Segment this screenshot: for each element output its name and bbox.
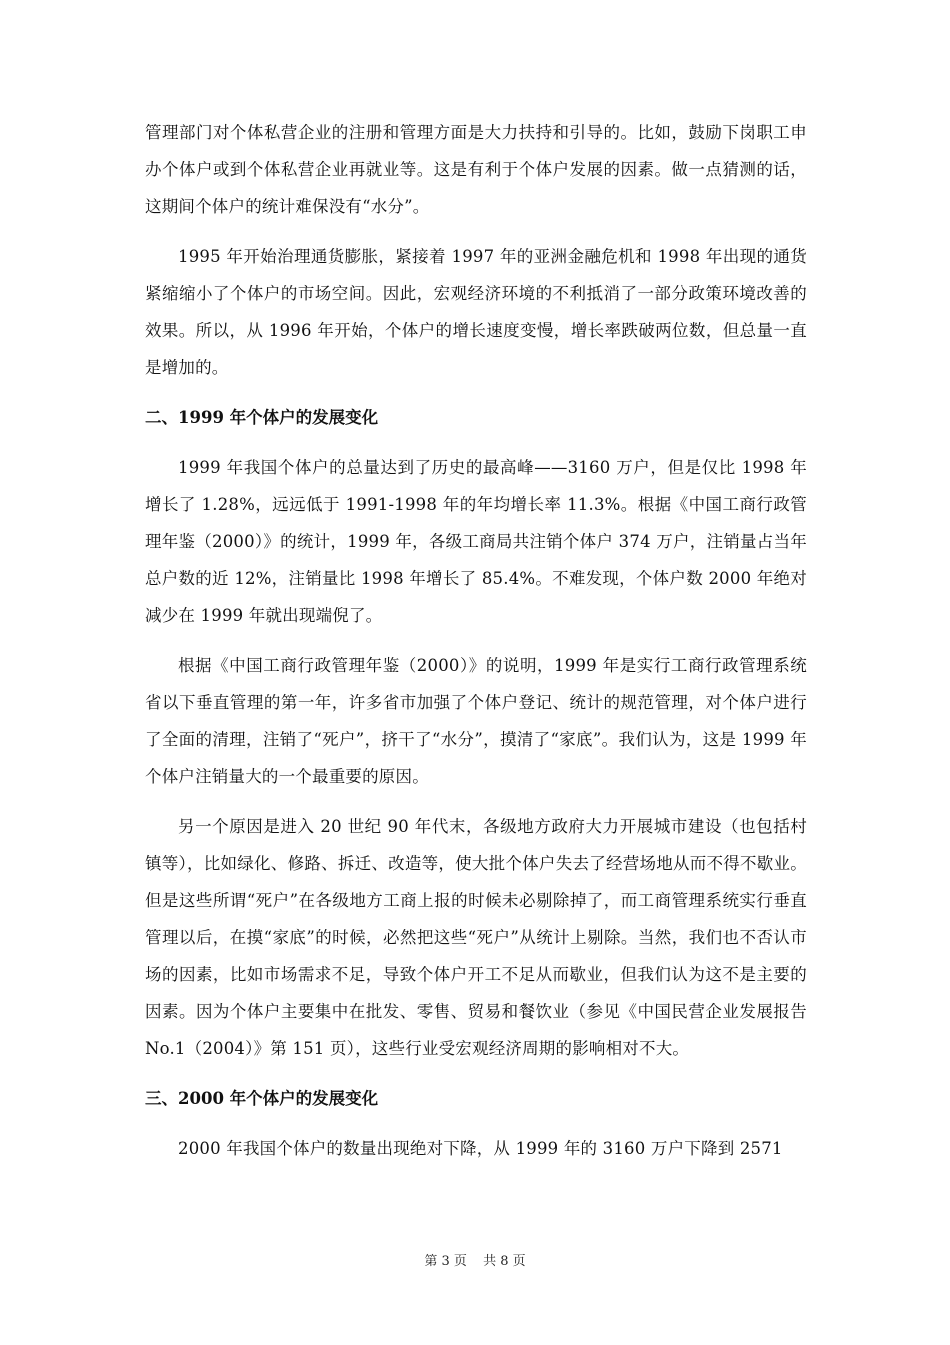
document-body	[145, 114, 807, 1180]
paragraph-continued: 管理部门对个体私营企业的注册和管理方面是大力扶持和引导的。比如，鼓励下岗职工申办个体户或到个体私营企业再就业等。这是有利于个体户发展的因素。做一点猜测的话，这期间个体户的统计难保没有“水分”。	[145, 123, 807, 216]
paragraph: 1995 年开始治理通货膨胀，紧接着 1997 年的亚洲金融危机和 1998 年出现的通货紧缩缩小了个体户的市场空间。因此，宏观经济环境的不利抵消了一部分政策环境改善的效果。所以，从 1996 年开始，个体户的增长速度变慢，增长率跌破两位数，但总量一直是增加的。	[145, 247, 807, 377]
page-number: 第 3 页	[424, 1254, 467, 1269]
paragraph: 另一个原因是进入 20 世纪 90 年代末，各级地方政府大力开展城市建设（也包括村镇等），比如绿化、修路、拆迁、改造等，使大批个体户失去了经营场地从而不得不歇业。但是这些所谓“死户”在各级地方工商上报的时候未必剔除掉了，而工商管理系统实行垂直管理以后，在摸“家底”的时候，必然把这些“死户”从统计上剔除。当然，我们也不否认市场的因素，比如市场需求不足，导致个体户开工不足从而歇业，但我们认为这不是主要的因素。因为个体户主要集中在批发、零售、贸易和餐饮业（参见《中国民营企业发展报告 No.1（2004）》第 151 页），这些行业受宏观经济周期的影响相对不大。	[145, 817, 807, 1058]
section-heading-1999: 二、1999 年个体户的发展变化	[145, 408, 379, 427]
paragraph: 根据《中国工商行政管理年鉴（2000）》的说明，1999 年是实行工商行政管理系统省以下垂直管理的第一年，许多省市加强了个体户登记、统计的规范管理，对个体户进行了全面的清理，注销了“死户”，挤干了“水分”，摸清了“家底”。我们认为，这是 1999 年个体户注销量大的一个最重要的原因。	[145, 656, 807, 786]
page-footer	[0, 1250, 950, 1269]
section-heading-2000: 三、2000 年个体户的发展变化	[145, 1089, 379, 1108]
paragraph: 1999 年我国个体户的总量达到了历史的最高峰——3160 万户，但是仅比 1998 年增长了 1.28%，远远低于 1991-1998 年的年均增长率 11.3%。根据《中国工商行政管理年鉴（2000）》的统计，1999 年，各级工商局共注销个体户 374 万户，注销量占当年总户数的近 12%，注销量比 1998 年增长了 85.4%。不难发现，个体户数 2000 年绝对减少在 1999 年就出现端倪了。	[145, 458, 807, 625]
page-total: 共 8 页	[483, 1254, 526, 1269]
paragraph: 2000 年我国个体户的数量出现绝对下降，从 1999 年的 3160 万户下降到 2571	[178, 1139, 783, 1158]
